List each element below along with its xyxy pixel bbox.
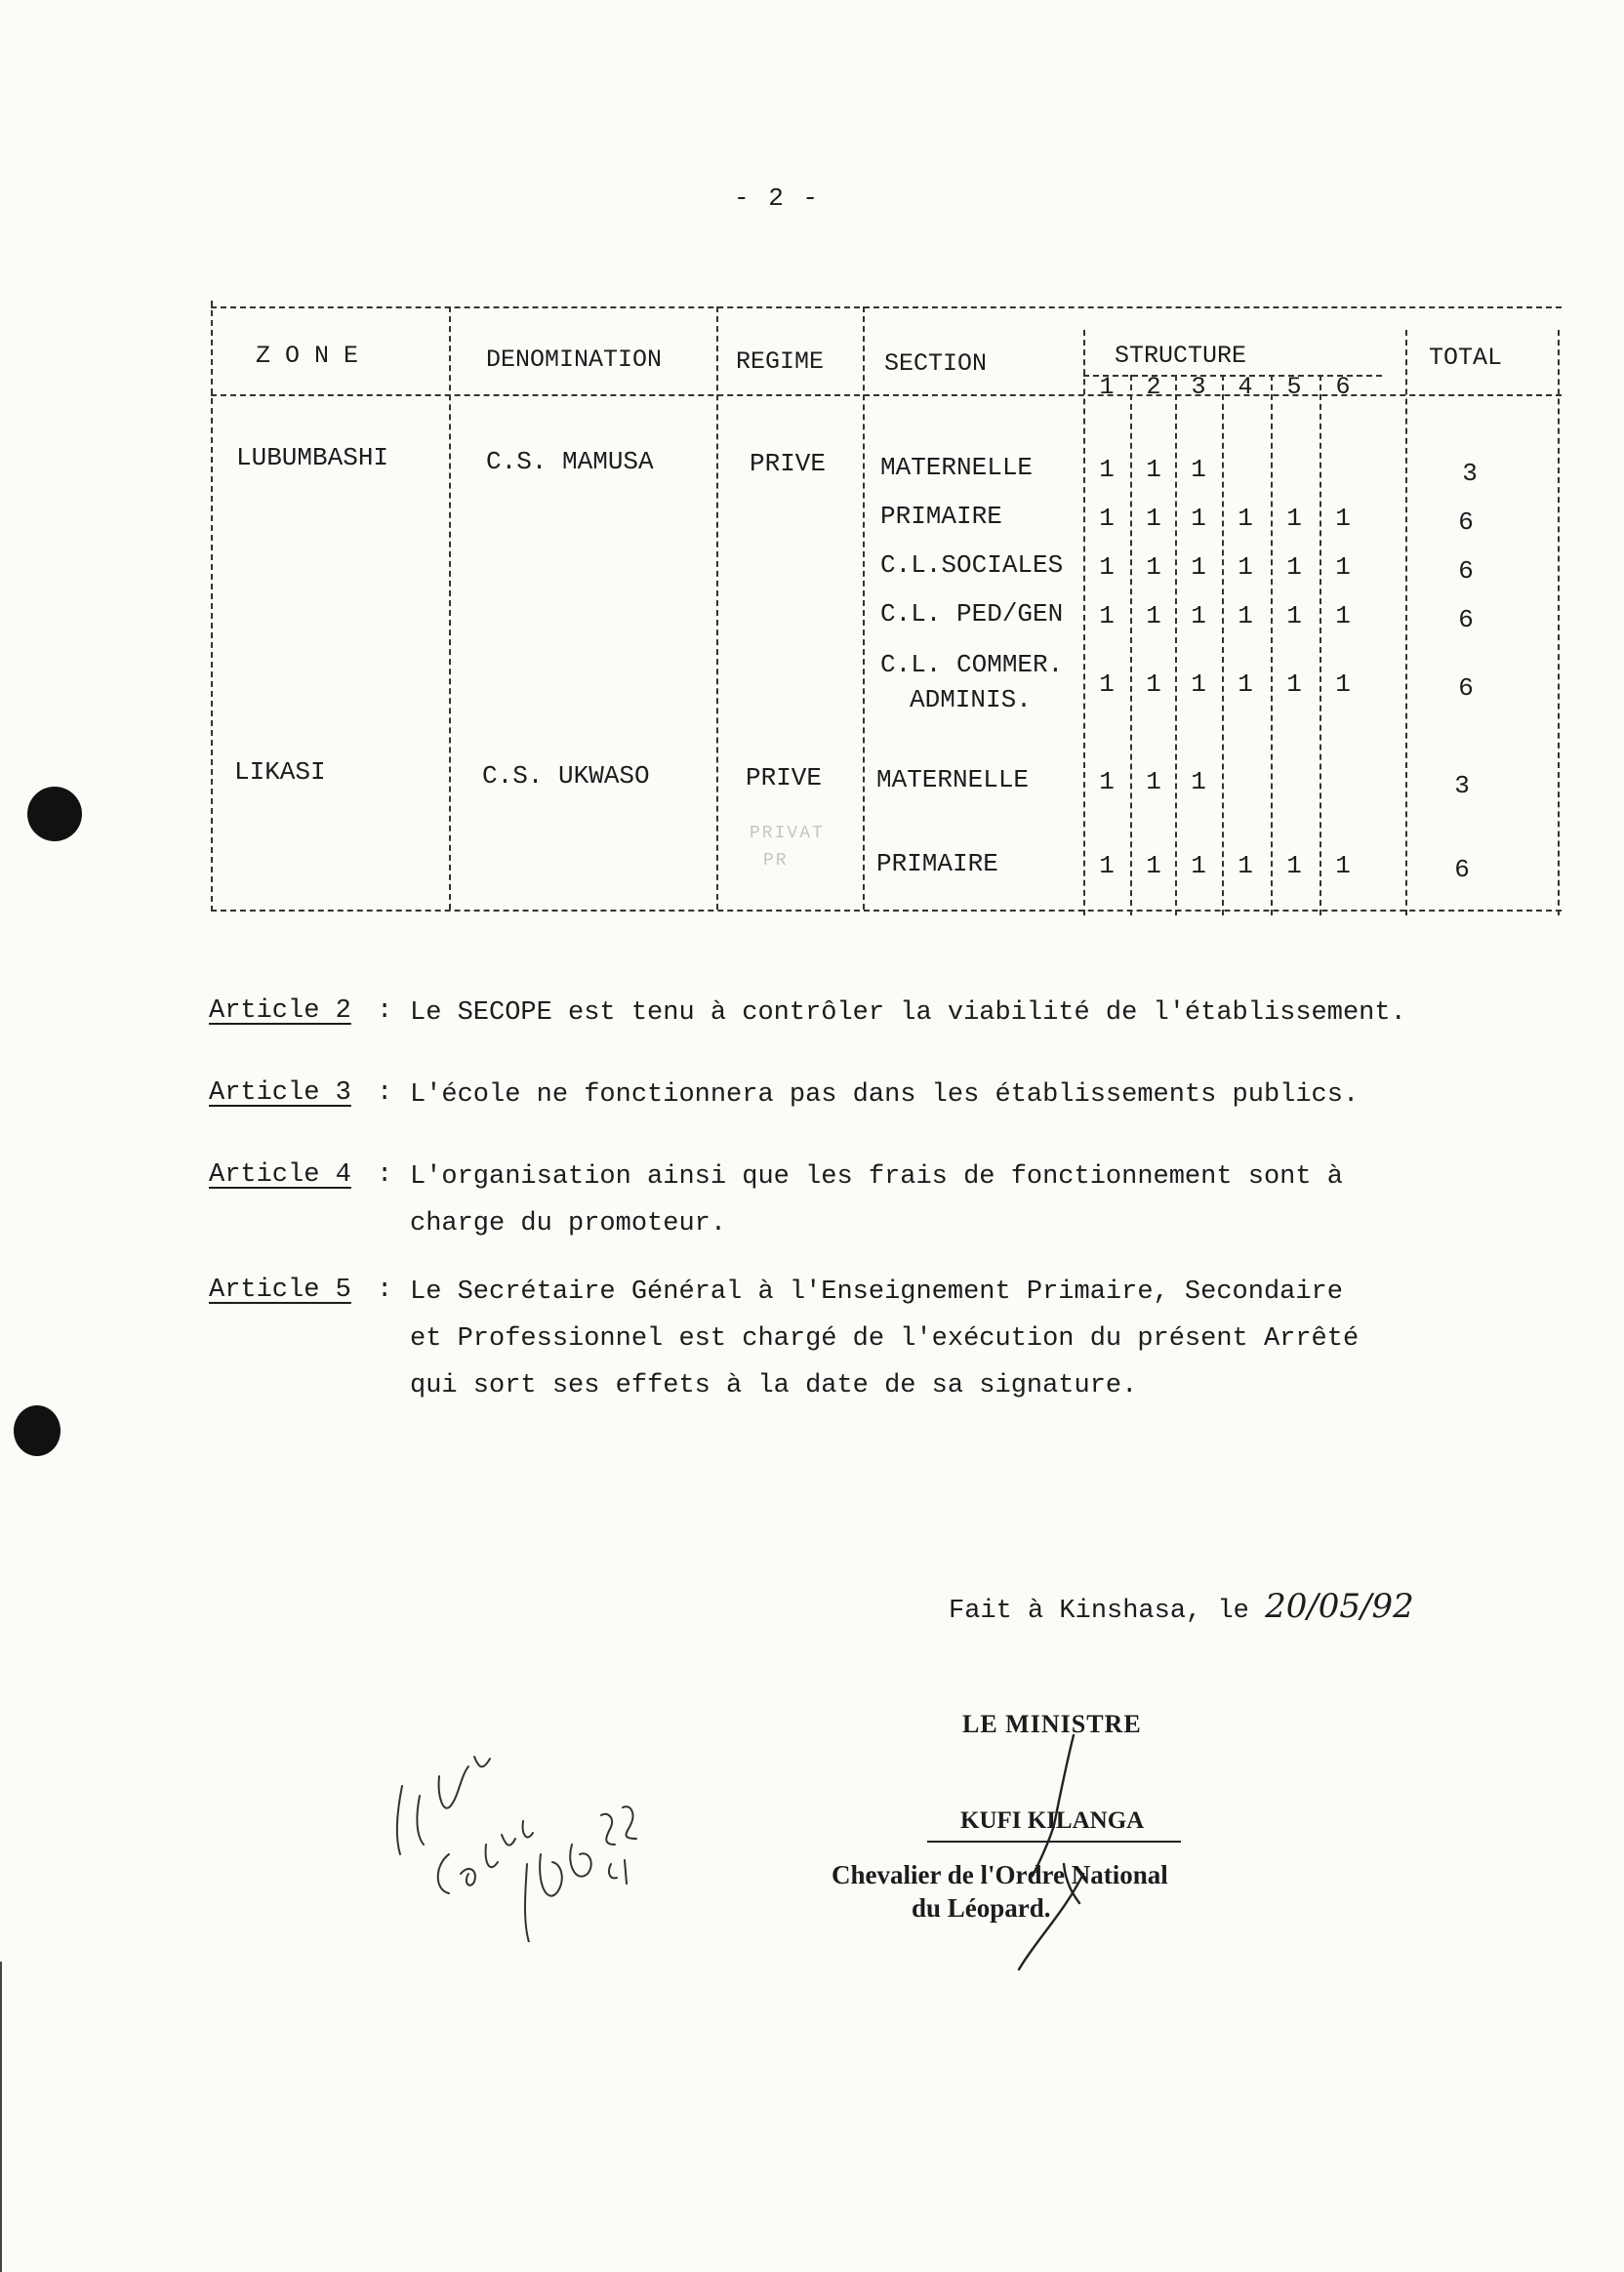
structure-col-4-divider bbox=[1222, 375, 1224, 915]
table-right-border bbox=[1558, 330, 1560, 915]
section-cell: C.L. COMMER. bbox=[880, 650, 1064, 679]
structure-col-3-divider bbox=[1175, 375, 1177, 915]
left-edge-mark bbox=[0, 1962, 2, 2272]
article-text bbox=[410, 1154, 1425, 1247]
structure-value: 1 bbox=[1238, 669, 1253, 699]
structure-col-5-divider bbox=[1271, 375, 1273, 915]
structure-value: 1 bbox=[1191, 455, 1206, 484]
structure-col-header: 2 bbox=[1146, 373, 1161, 401]
total-cell: 6 bbox=[1458, 673, 1474, 703]
structure-value: 1 bbox=[1146, 669, 1161, 699]
structure-col-header: 6 bbox=[1335, 373, 1351, 401]
structure-value: 1 bbox=[1335, 851, 1351, 880]
structure-value: 1 bbox=[1335, 504, 1351, 533]
section-cell: MATERNELLE bbox=[876, 765, 1030, 794]
article-label: Article 4 bbox=[209, 1160, 351, 1190]
zone-cell: LIKASI bbox=[234, 757, 326, 787]
structure-value: 1 bbox=[1099, 552, 1115, 582]
structure-value: 1 bbox=[1335, 601, 1351, 630]
section-cell: C.L. PED/GEN bbox=[880, 599, 1064, 629]
denomination-cell: C.S. MAMUSA bbox=[486, 447, 654, 476]
section-cell: MATERNELLE bbox=[880, 453, 1034, 482]
section-cell: C.L.SOCIALES bbox=[880, 550, 1064, 580]
place-prefix: Fait à Kinshasa, le bbox=[949, 1597, 1266, 1626]
structure-value: 1 bbox=[1335, 669, 1351, 699]
regime-column-divider bbox=[863, 306, 865, 910]
structure-value: 1 bbox=[1099, 669, 1115, 699]
section-cell-continued: ADMINIS. bbox=[910, 685, 1032, 714]
article-text bbox=[410, 1072, 1425, 1118]
structure-value: 1 bbox=[1286, 552, 1302, 582]
zone-column-divider bbox=[449, 306, 451, 910]
header-zone: Z O N E bbox=[256, 342, 359, 370]
structure-col-1-divider bbox=[1083, 330, 1085, 915]
total-cell: 3 bbox=[1462, 459, 1478, 488]
header-regime: REGIME bbox=[736, 347, 825, 376]
structure-value: 1 bbox=[1099, 455, 1115, 484]
structure-value: 1 bbox=[1099, 851, 1115, 880]
structure-value: 1 bbox=[1238, 504, 1253, 533]
structure-value: 1 bbox=[1146, 601, 1161, 630]
total-cell: 6 bbox=[1458, 507, 1474, 537]
hole-punch bbox=[14, 1405, 61, 1456]
handwritten-date: 20/05/92 bbox=[1265, 1587, 1414, 1626]
structure-value: 1 bbox=[1191, 601, 1206, 630]
regime-cell: PRIVE bbox=[750, 449, 827, 478]
structure-col-header: 5 bbox=[1286, 373, 1302, 401]
regime-stamp: PRIVAT bbox=[750, 824, 825, 843]
structure-col-header: 1 bbox=[1099, 373, 1115, 401]
article-line: et Professionnel est chargé de l'exécution du présent Arrêté bbox=[410, 1324, 1360, 1354]
structure-value: 1 bbox=[1238, 851, 1253, 880]
structure-value: 1 bbox=[1286, 669, 1302, 699]
article-line: Le Secrétaire Général à l'Enseignement Primaire, Secondaire bbox=[410, 1278, 1343, 1307]
total-cell: 6 bbox=[1458, 605, 1474, 634]
page-number: - 2 - bbox=[734, 183, 821, 213]
header-denomination: DENOMINATION bbox=[486, 345, 663, 374]
regime-cell: PRIVE bbox=[746, 763, 823, 792]
structure-col-6-divider bbox=[1320, 375, 1321, 915]
hole-punch bbox=[27, 787, 82, 841]
section-cell: PRIMAIRE bbox=[880, 502, 1002, 531]
structure-col-header: 4 bbox=[1238, 373, 1253, 401]
header-structure: STRUCTURE bbox=[1115, 342, 1247, 370]
article-line: Le SECOPE est tenu à contrôler la viabilité de l'établissement. bbox=[410, 998, 1406, 1028]
structure-value: 1 bbox=[1238, 552, 1253, 582]
structure-value: 1 bbox=[1099, 767, 1115, 796]
article-colon: : bbox=[377, 1160, 393, 1190]
structure-value: 1 bbox=[1146, 851, 1161, 880]
table-bottom-rule bbox=[211, 910, 1562, 912]
article-colon: : bbox=[377, 1078, 393, 1108]
structure-col-header: 3 bbox=[1191, 373, 1206, 401]
header-section: SECTION bbox=[884, 349, 988, 378]
place-and-date bbox=[949, 1587, 1414, 1626]
structure-value: 1 bbox=[1335, 552, 1351, 582]
structure-value: 1 bbox=[1099, 504, 1115, 533]
structure-value: 1 bbox=[1191, 851, 1206, 880]
structure-value: 1 bbox=[1146, 455, 1161, 484]
article-colon: : bbox=[377, 1276, 393, 1305]
structure-value: 1 bbox=[1286, 504, 1302, 533]
article-line: L'école ne fonctionnera pas dans les établissements publics. bbox=[410, 1080, 1360, 1110]
minister-name: KUFI KILANGA bbox=[960, 1807, 1145, 1834]
minister-signature bbox=[976, 1727, 1113, 1981]
total-cell: 3 bbox=[1454, 771, 1470, 800]
structure-value: 1 bbox=[1238, 601, 1253, 630]
honor-line: du Léopard. bbox=[912, 1893, 1051, 1923]
total-cell: 6 bbox=[1454, 855, 1470, 884]
article-4 bbox=[209, 1152, 1478, 1245]
structure-value: 1 bbox=[1286, 851, 1302, 880]
structure-col-2-divider bbox=[1130, 375, 1132, 915]
structure-value: 1 bbox=[1191, 669, 1206, 699]
regime-stamp: PR bbox=[763, 851, 789, 871]
article-text bbox=[410, 990, 1425, 1036]
table-top-rule bbox=[211, 306, 1562, 308]
structure-value: 1 bbox=[1099, 601, 1115, 630]
article-5 bbox=[209, 1267, 1478, 1413]
article-label: Article 2 bbox=[209, 996, 351, 1026]
minister-title: LE MINISTRE bbox=[962, 1710, 1142, 1738]
total-column-divider bbox=[1405, 330, 1407, 915]
school-structure-table bbox=[211, 301, 1562, 925]
structure-value: 1 bbox=[1146, 552, 1161, 582]
structure-value: 1 bbox=[1191, 767, 1206, 796]
structure-value: 1 bbox=[1146, 767, 1161, 796]
handwritten-note: Vu avant. Conf. 23/04/92 bbox=[381, 1698, 395, 1699]
handwritten-annotation bbox=[381, 1698, 712, 1942]
structure-value: 1 bbox=[1191, 504, 1206, 533]
header-total: TOTAL bbox=[1429, 344, 1503, 372]
section-cell: PRIMAIRE bbox=[876, 849, 998, 878]
table-left-border bbox=[211, 301, 213, 912]
article-2 bbox=[209, 988, 1478, 1036]
article-text bbox=[410, 1269, 1425, 1409]
structure-value: 1 bbox=[1286, 601, 1302, 630]
total-cell: 6 bbox=[1458, 556, 1474, 586]
denomination-cell: C.S. UKWASO bbox=[482, 761, 650, 791]
structure-value: 1 bbox=[1146, 504, 1161, 533]
zone-cell: LUBUMBASHI bbox=[236, 443, 389, 472]
article-colon: : bbox=[377, 996, 393, 1026]
article-label: Article 3 bbox=[209, 1078, 351, 1108]
article-line: L'organisation ainsi que les frais de fonctionnement sont à bbox=[410, 1162, 1343, 1192]
article-3 bbox=[209, 1070, 1478, 1118]
article-line: charge du promoteur. bbox=[410, 1209, 727, 1238]
denomination-column-divider bbox=[716, 306, 718, 910]
article-line: qui sort ses effets à la date de sa signature. bbox=[410, 1371, 1138, 1400]
article-label: Article 5 bbox=[209, 1276, 351, 1305]
honor-line: Chevalier de l'Ordre National bbox=[832, 1860, 1168, 1889]
structure-value: 1 bbox=[1191, 552, 1206, 582]
